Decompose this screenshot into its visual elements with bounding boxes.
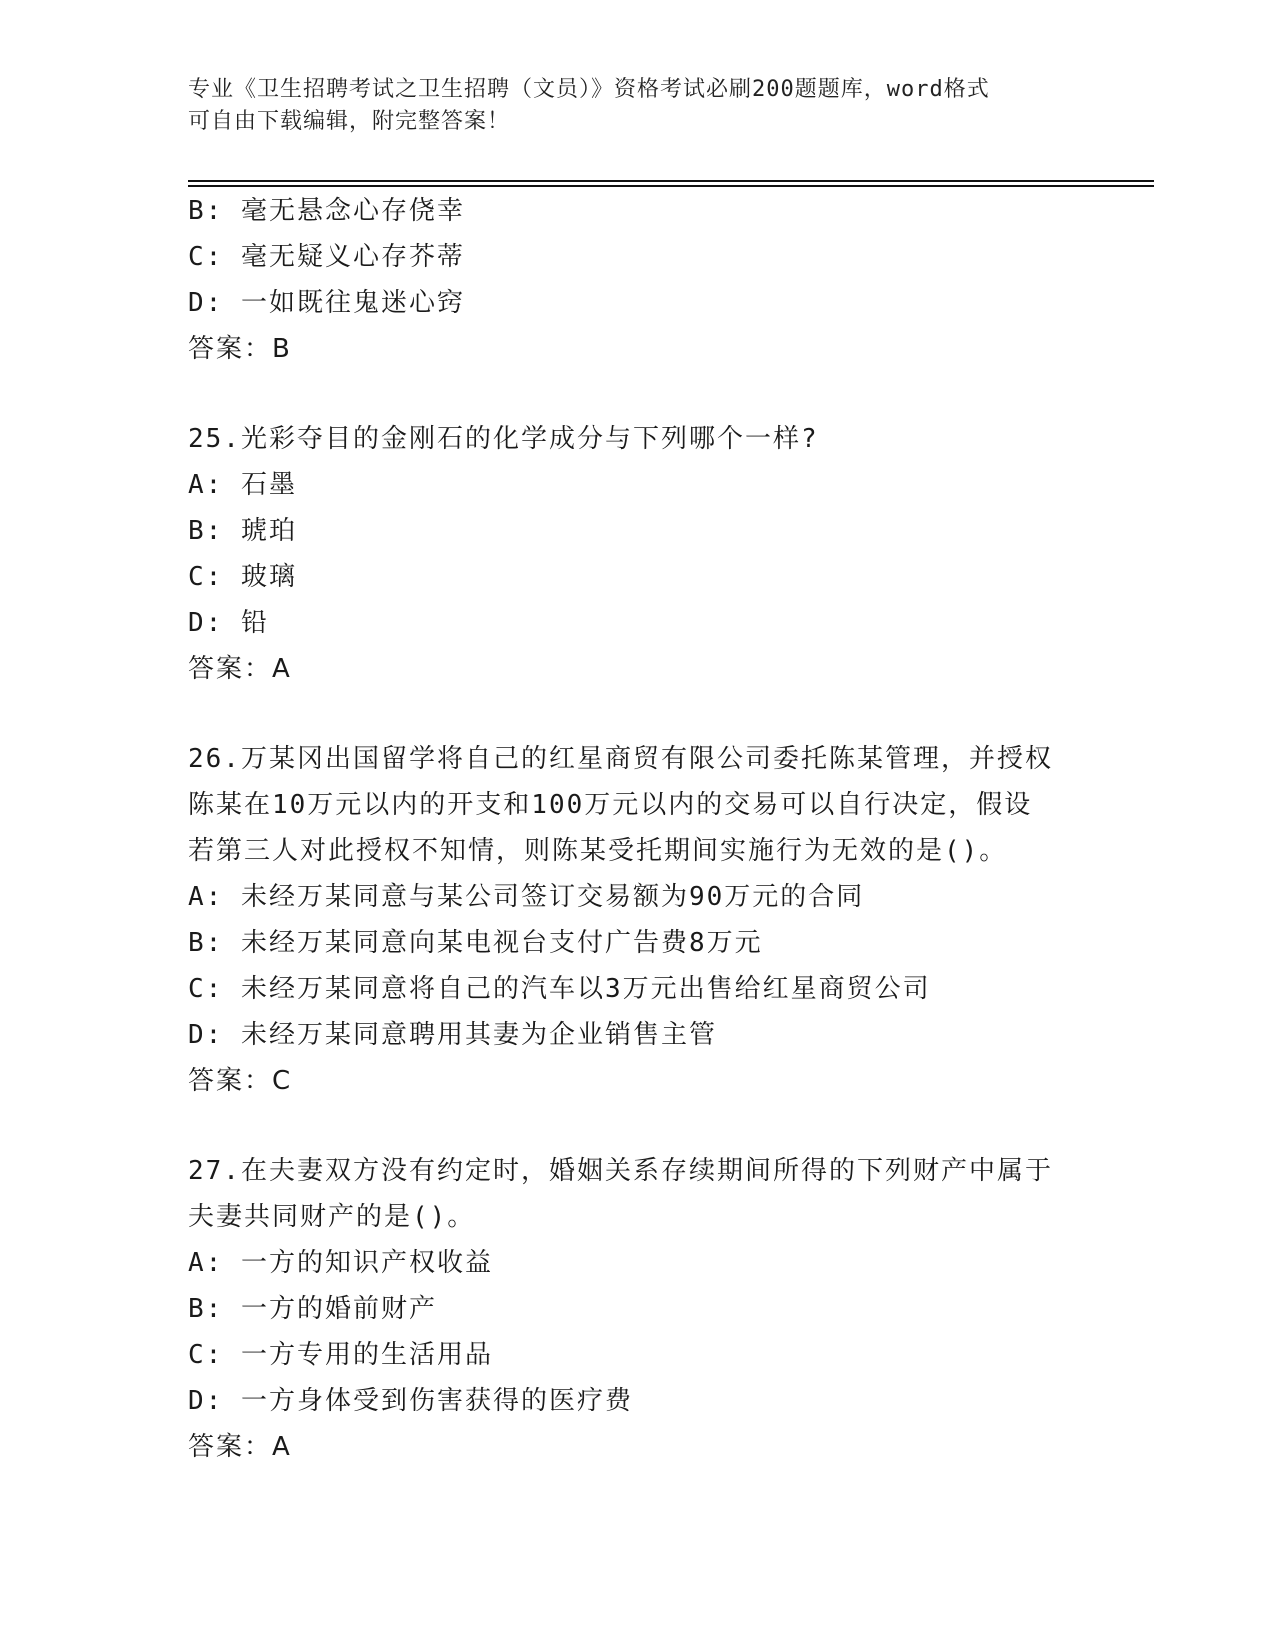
question-27 [188, 1148, 1108, 1470]
question-text-line-2: 陈某在10万元以内的开支和100万元以内的交易可以自行决定，假设 [188, 790, 1033, 820]
question-list [188, 188, 1108, 1470]
document-header [188, 74, 1088, 138]
option-a: A: 未经万某同意与某公司签订交易额为90万元的合同 [188, 882, 865, 912]
option-a: A: 石墨 [188, 470, 297, 500]
header-line-2: 可自由下载编辑，附完整答案！ [188, 109, 511, 134]
option-c: C: 毫无疑义心存芥蒂 [188, 242, 465, 272]
option-d: D: 一方身体受到伤害获得的医疗费 [188, 1386, 633, 1416]
answer-line: 答案：C [188, 1066, 293, 1096]
header-divider-top [188, 180, 1154, 182]
question-25 [188, 416, 1108, 692]
question-text: 25.光彩夺目的金刚石的化学成分与下列哪个一样? [188, 424, 819, 454]
option-c: C: 一方专用的生活用品 [188, 1340, 493, 1370]
header-divider-bottom [188, 185, 1154, 187]
option-d: D: 未经万某同意聘用其妻为企业销售主管 [188, 1020, 717, 1050]
option-b: B: 未经万某同意向某电视台支付广告费8万元 [188, 928, 763, 958]
question-text-line-3: 若第三人对此授权不知情，则陈某受托期间实施行为无效的是()。 [188, 836, 1008, 866]
spacer [188, 372, 1108, 416]
option-a: A: 一方的知识产权收益 [188, 1248, 493, 1278]
answer-line: 答案：A [188, 1432, 292, 1462]
spacer [188, 692, 1108, 736]
question-26 [188, 736, 1108, 1104]
question-text-line-1: 27.在夫妻双方没有约定时，婚姻关系存续期间所得的下列财产中属于 [188, 1156, 1053, 1186]
option-d: D: 铅 [188, 608, 269, 638]
answer-line: 答案：A [188, 654, 292, 684]
option-c: C: 玻璃 [188, 562, 297, 592]
question-text-line-2: 夫妻共同财产的是()。 [188, 1202, 476, 1232]
header-line-1: 专业《卫生招聘考试之卫生招聘（文员）》资格考试必刷200题题库，word格式 [188, 77, 990, 102]
question-24-continuation [188, 188, 1108, 372]
spacer [188, 1104, 1108, 1148]
answer-line: 答案：B [188, 334, 292, 364]
option-c: C: 未经万某同意将自己的汽车以3万元出售给红星商贸公司 [188, 974, 931, 1004]
question-text-line-1: 26.万某冈出国留学将自己的红星商贸有限公司委托陈某管理，并授权 [188, 744, 1053, 774]
option-d: D: 一如既往鬼迷心窍 [188, 288, 465, 318]
option-b: B: 毫无悬念心存侥幸 [188, 196, 465, 226]
option-b: B: 琥珀 [188, 516, 297, 546]
option-b: B: 一方的婚前财产 [188, 1294, 437, 1324]
